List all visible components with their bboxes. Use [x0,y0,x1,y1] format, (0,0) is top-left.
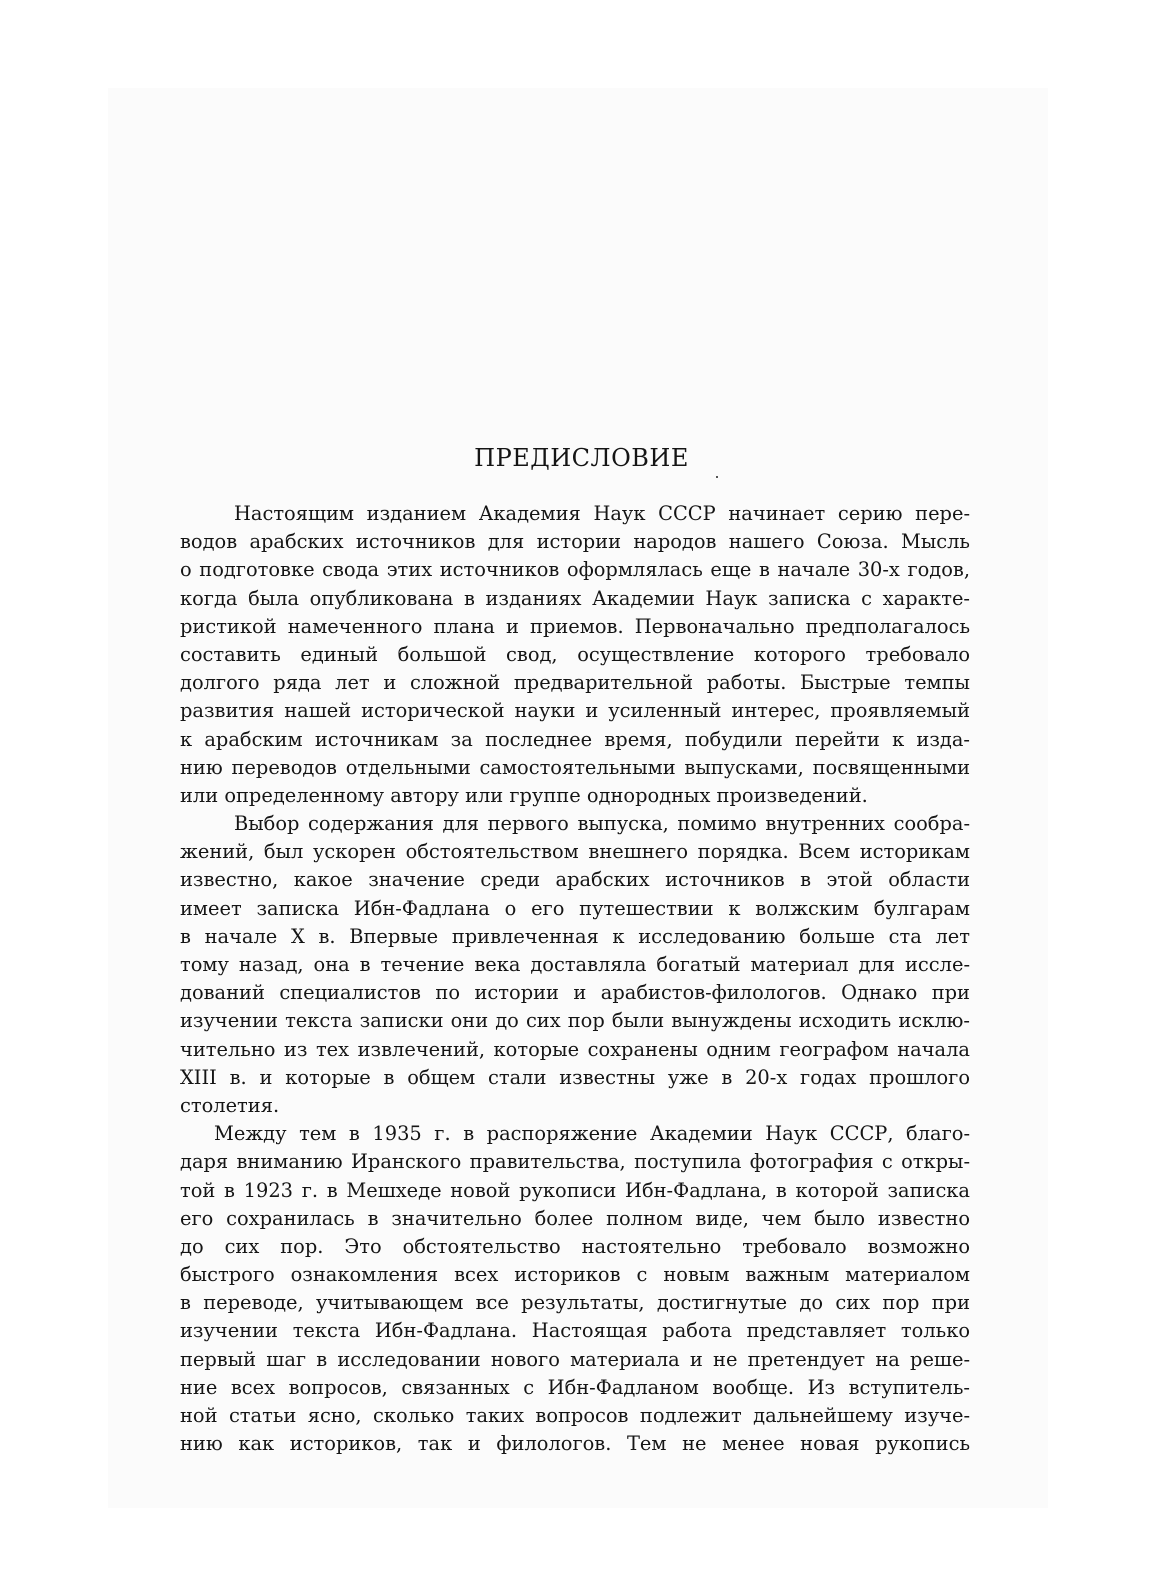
text-line: Выбор содержания для первого выпуска, помимо внутренних сообра- [234,812,970,836]
text-line: столетия. [180,1093,280,1117]
text-line: изучении текста Ибн-Фадлана. Настоящая работа представляет только [180,1319,970,1343]
text-line: известно, какое значение среди арабских источников в этой области [180,868,970,892]
text-line: чительно из тех извлечений, которые сохранены одним географом начала [180,1037,970,1061]
scan-speck [716,476,718,478]
page-title: ПРЕДИСЛОВИЕ [474,444,689,472]
text-line: или определенному автору или группе однородных произведений. [180,783,868,807]
text-line: имеет записка Ибн-Фадлана о его путешествии к волжским булгарам [180,896,970,920]
text-line: ристикой намеченного плана и приемов. Первоначально предполагалось [180,614,970,638]
text-line: жений, был ускорен обстоятельством внешнего порядка. Всем историкам [180,840,970,864]
text-line: XIII в. и которые в общем стали известны уже в 20-х годах прошлого [180,1065,970,1089]
text-line: нию переводов отдельными самостоятельными выпусками, посвященными [180,755,970,779]
text-line: составить единый большой свод, осуществление которого требовало [180,642,970,666]
text-line: ной статьи ясно, сколько таких вопросов подлежит дальнейшему изуче- [180,1404,970,1427]
text-line: изучении текста записки они до сих пор были вынуждены исходить исклю- [180,1009,970,1033]
text-line: той в 1923 г. в Мешхеде новой рукописи Ибн-Фадлана, в которой записка [180,1178,970,1202]
text-line: даря вниманию Иранского правительства, поступила фотография с откры- [180,1150,970,1174]
text-line: нию как историков, так и филологов. Тем не менее новая рукопись [180,1432,970,1456]
text-line: до сих пор. Это обстоятельство настоятельно требовало возможно [180,1234,970,1258]
text-line: к арабским источникам за последнее время, побудили перейти к изда- [180,727,970,751]
text-line: развития нашей исторической науки и усиленный интерес, проявляемый [180,699,970,723]
text-line: дований специалистов по истории и арабистов-филологов. Однако при [180,981,970,1005]
text-line: долгого ряда лет и сложной предварительной работы. Быстрые темпы [180,671,970,695]
text-line: когда была опубликована в изданиях Академии Наук записка с характе- [180,586,970,610]
text-line: Между тем в 1935 г. в распоряжение Академии Наук СССР, благо- [214,1122,970,1146]
text-line: водов арабских источников для истории народов нашего Союза. Мысль [180,530,970,554]
text-line: первый шаг в исследовании нового материала и не претендует на реше- [180,1347,970,1371]
body-text [180,500,970,1458]
text-line: ние всех вопросов, связанных с Ибн-Фадланом вообще. Из вступитель- [180,1375,970,1399]
text-line: тому назад, она в течение века доставляла богатый материал для иссле- [180,953,970,976]
text-line: Настоящим изданием Академия Наук СССР начинает серию пере- [234,502,970,525]
text-line: в переводе, учитывающем все результаты, достигнутые до сих пор при [180,1291,970,1315]
text-line: в начале X в. Впервые привлеченная к исследованию больше ста лет [180,924,970,948]
text-line: быстрого ознакомления всех историков с новым важным материалом [180,1263,970,1287]
text-line: о подготовке свода этих источников оформлялась еще в начале 30-х годов, [180,558,970,582]
text-line: его сохранилась в значительно более полном виде, чем было известно [180,1206,970,1230]
